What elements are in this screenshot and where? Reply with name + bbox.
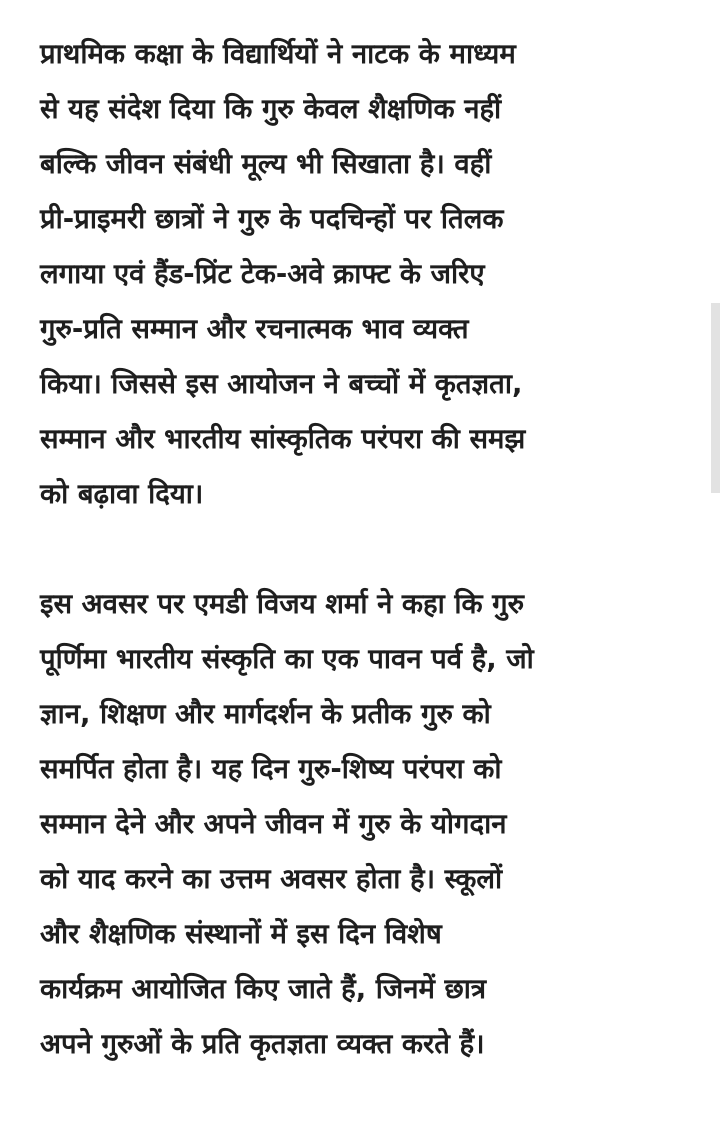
text-line: को बढ़ावा दिया। bbox=[40, 478, 204, 510]
text-line: पूर्णिमा भारतीय संस्कृति का एक पावन पर्व है, जो bbox=[40, 643, 534, 675]
text-line: बल्कि जीवन संबंधी मूल्य भी सिखाता है। वहीं bbox=[40, 148, 492, 180]
text-line: प्री-प्राइमरी छात्रों ने गुरु के पदचिन्हों पर तिलक bbox=[40, 203, 504, 235]
paragraph-spacer bbox=[40, 522, 682, 577]
text-line: गुरु-प्रति सम्मान और रचनात्मक भाव व्यक्त bbox=[40, 313, 469, 345]
text-line: इस अवसर पर एमडी विजय शर्मा ने कहा कि गुरु bbox=[40, 588, 525, 620]
text-line: सम्मान और भारतीय सांस्कृतिक परंपरा की समझ bbox=[40, 423, 526, 455]
text-line: ज्ञान, शिक्षण और मार्गदर्शन के प्रतीक गुरु को bbox=[40, 698, 491, 730]
paragraph-1 bbox=[40, 27, 682, 522]
text-line: अपने गुरुओं के प्रति कृतज्ञता व्यक्त करते हैं। bbox=[40, 1028, 485, 1060]
text-line: से यह संदेश दिया कि गुरु केवल शैक्षणिक नहीं bbox=[40, 93, 502, 125]
article-body bbox=[40, 27, 682, 1072]
text-line: सम्मान देने और अपने जीवन में गुरु के योगदान bbox=[40, 808, 507, 840]
paragraph-2 bbox=[40, 577, 682, 1072]
text-line: को याद करने का उत्तम अवसर होता है। स्कूलों bbox=[40, 863, 503, 895]
scrollbar-thumb[interactable] bbox=[711, 303, 720, 493]
text-line: और शैक्षणिक संस्थानों में इस दिन विशेष bbox=[40, 918, 442, 950]
text-line: किया। जिससे इस आयोजन ने बच्चों में कृतज्ञता, bbox=[40, 368, 523, 400]
text-line: कार्यक्रम आयोजित किए जाते हैं, जिनमें छात्र bbox=[40, 973, 487, 1005]
text-line: लगाया एवं हैंड-प्रिंट टेक-अवे क्राफ्ट के जरिए bbox=[40, 258, 485, 290]
text-line: प्राथमिक कक्षा के विद्यार्थियों ने नाटक के माध्यम bbox=[40, 38, 516, 70]
text-line: समर्पित होता है। यह दिन गुरु-शिष्य परंपरा को bbox=[40, 753, 502, 785]
